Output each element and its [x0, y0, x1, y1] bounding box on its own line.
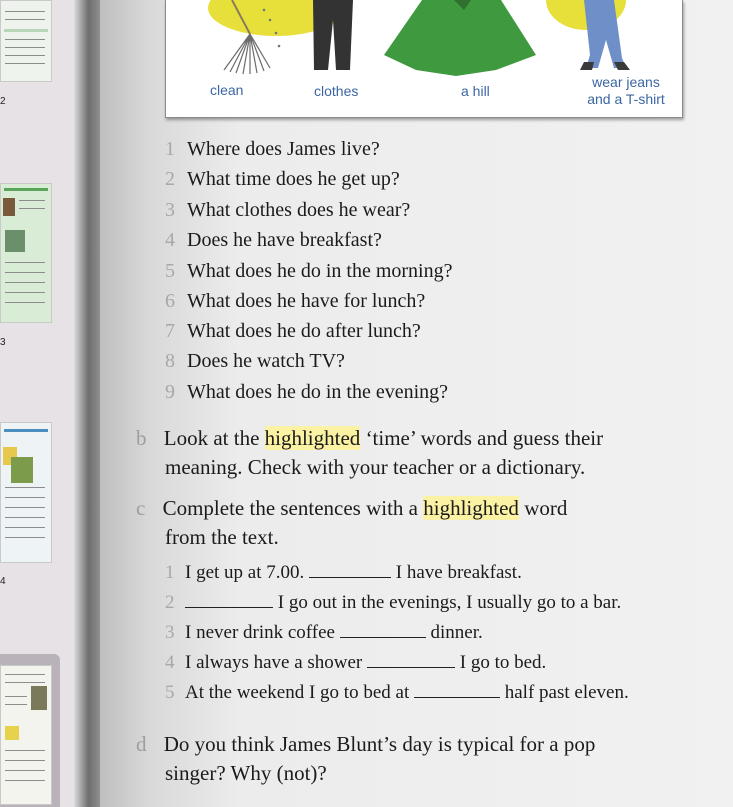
- page-label-2: 2: [0, 96, 6, 107]
- page-label-3: 3: [0, 337, 6, 348]
- question-item: 5 What does he do in the morning?: [165, 260, 453, 282]
- sidebar-divider[interactable]: [74, 0, 100, 807]
- answer-blank[interactable]: [340, 623, 426, 638]
- question-item: 9 What does he do in the evening?: [165, 381, 449, 403]
- caption-clothes: clothes: [314, 83, 359, 99]
- page-thumbnail-1[interactable]: [0, 0, 52, 82]
- illustration-panel: [165, 0, 683, 118]
- sentence-item: 2 I go out in the evenings, I usually go to a bar.: [165, 592, 622, 613]
- thumbnail-sidebar: [0, 0, 74, 807]
- sentence-item: 4 I always have a shower I go to bed.: [165, 652, 547, 673]
- question-item: 1 Where does James live?: [165, 138, 380, 160]
- page-thumbnail-2[interactable]: [0, 183, 52, 323]
- caption-t-shirt: and a T-shirt: [587, 91, 665, 107]
- question-item: 8 Does he watch TV?: [165, 350, 345, 372]
- question-item: 4 Does he have breakfast?: [165, 229, 382, 251]
- sentence-item: 5 At the weekend I go to bed at half past eleven.: [165, 682, 629, 703]
- sentence-item: 1 I get up at 7.00. I have breakfast.: [165, 562, 522, 583]
- highlighted-word: highlighted: [423, 496, 519, 520]
- page-label-4: 4: [0, 576, 6, 587]
- trousers-icon: [313, 0, 353, 70]
- answer-blank[interactable]: [367, 653, 455, 668]
- page-thumbnail-4[interactable]: [0, 665, 52, 805]
- question-item: 2 What time does he get up?: [165, 168, 400, 190]
- question-item: 6 What does he have for lunch?: [165, 290, 426, 312]
- caption-a-hill: a hill: [461, 83, 490, 99]
- answer-blank[interactable]: [414, 683, 500, 698]
- section-b-instructions: b Look at the highlighted ‘time’ words and guess their meaning. Check with your teacher or a dictionary.: [136, 426, 604, 479]
- sentence-item: 3 I never drink coffee dinner.: [165, 622, 483, 643]
- caption-wear-jeans: wear jeans: [592, 74, 660, 90]
- answer-blank[interactable]: [309, 563, 391, 578]
- highlighted-word: highlighted: [264, 426, 361, 450]
- answer-blank[interactable]: [185, 593, 273, 608]
- section-c-instructions: c Complete the sentences with a highlighted word from the text.: [136, 496, 568, 549]
- green-hill-icon: [384, 0, 536, 76]
- section-d-question: d Do you think James Blunt’s day is typical for a pop singer? Why (not)?: [136, 732, 596, 785]
- caption-clean: clean: [210, 82, 244, 98]
- question-item: 7 What does he do after lunch?: [165, 320, 421, 342]
- question-item: 3 What clothes does he wear?: [165, 199, 411, 221]
- page-thumbnail-3[interactable]: [0, 422, 52, 563]
